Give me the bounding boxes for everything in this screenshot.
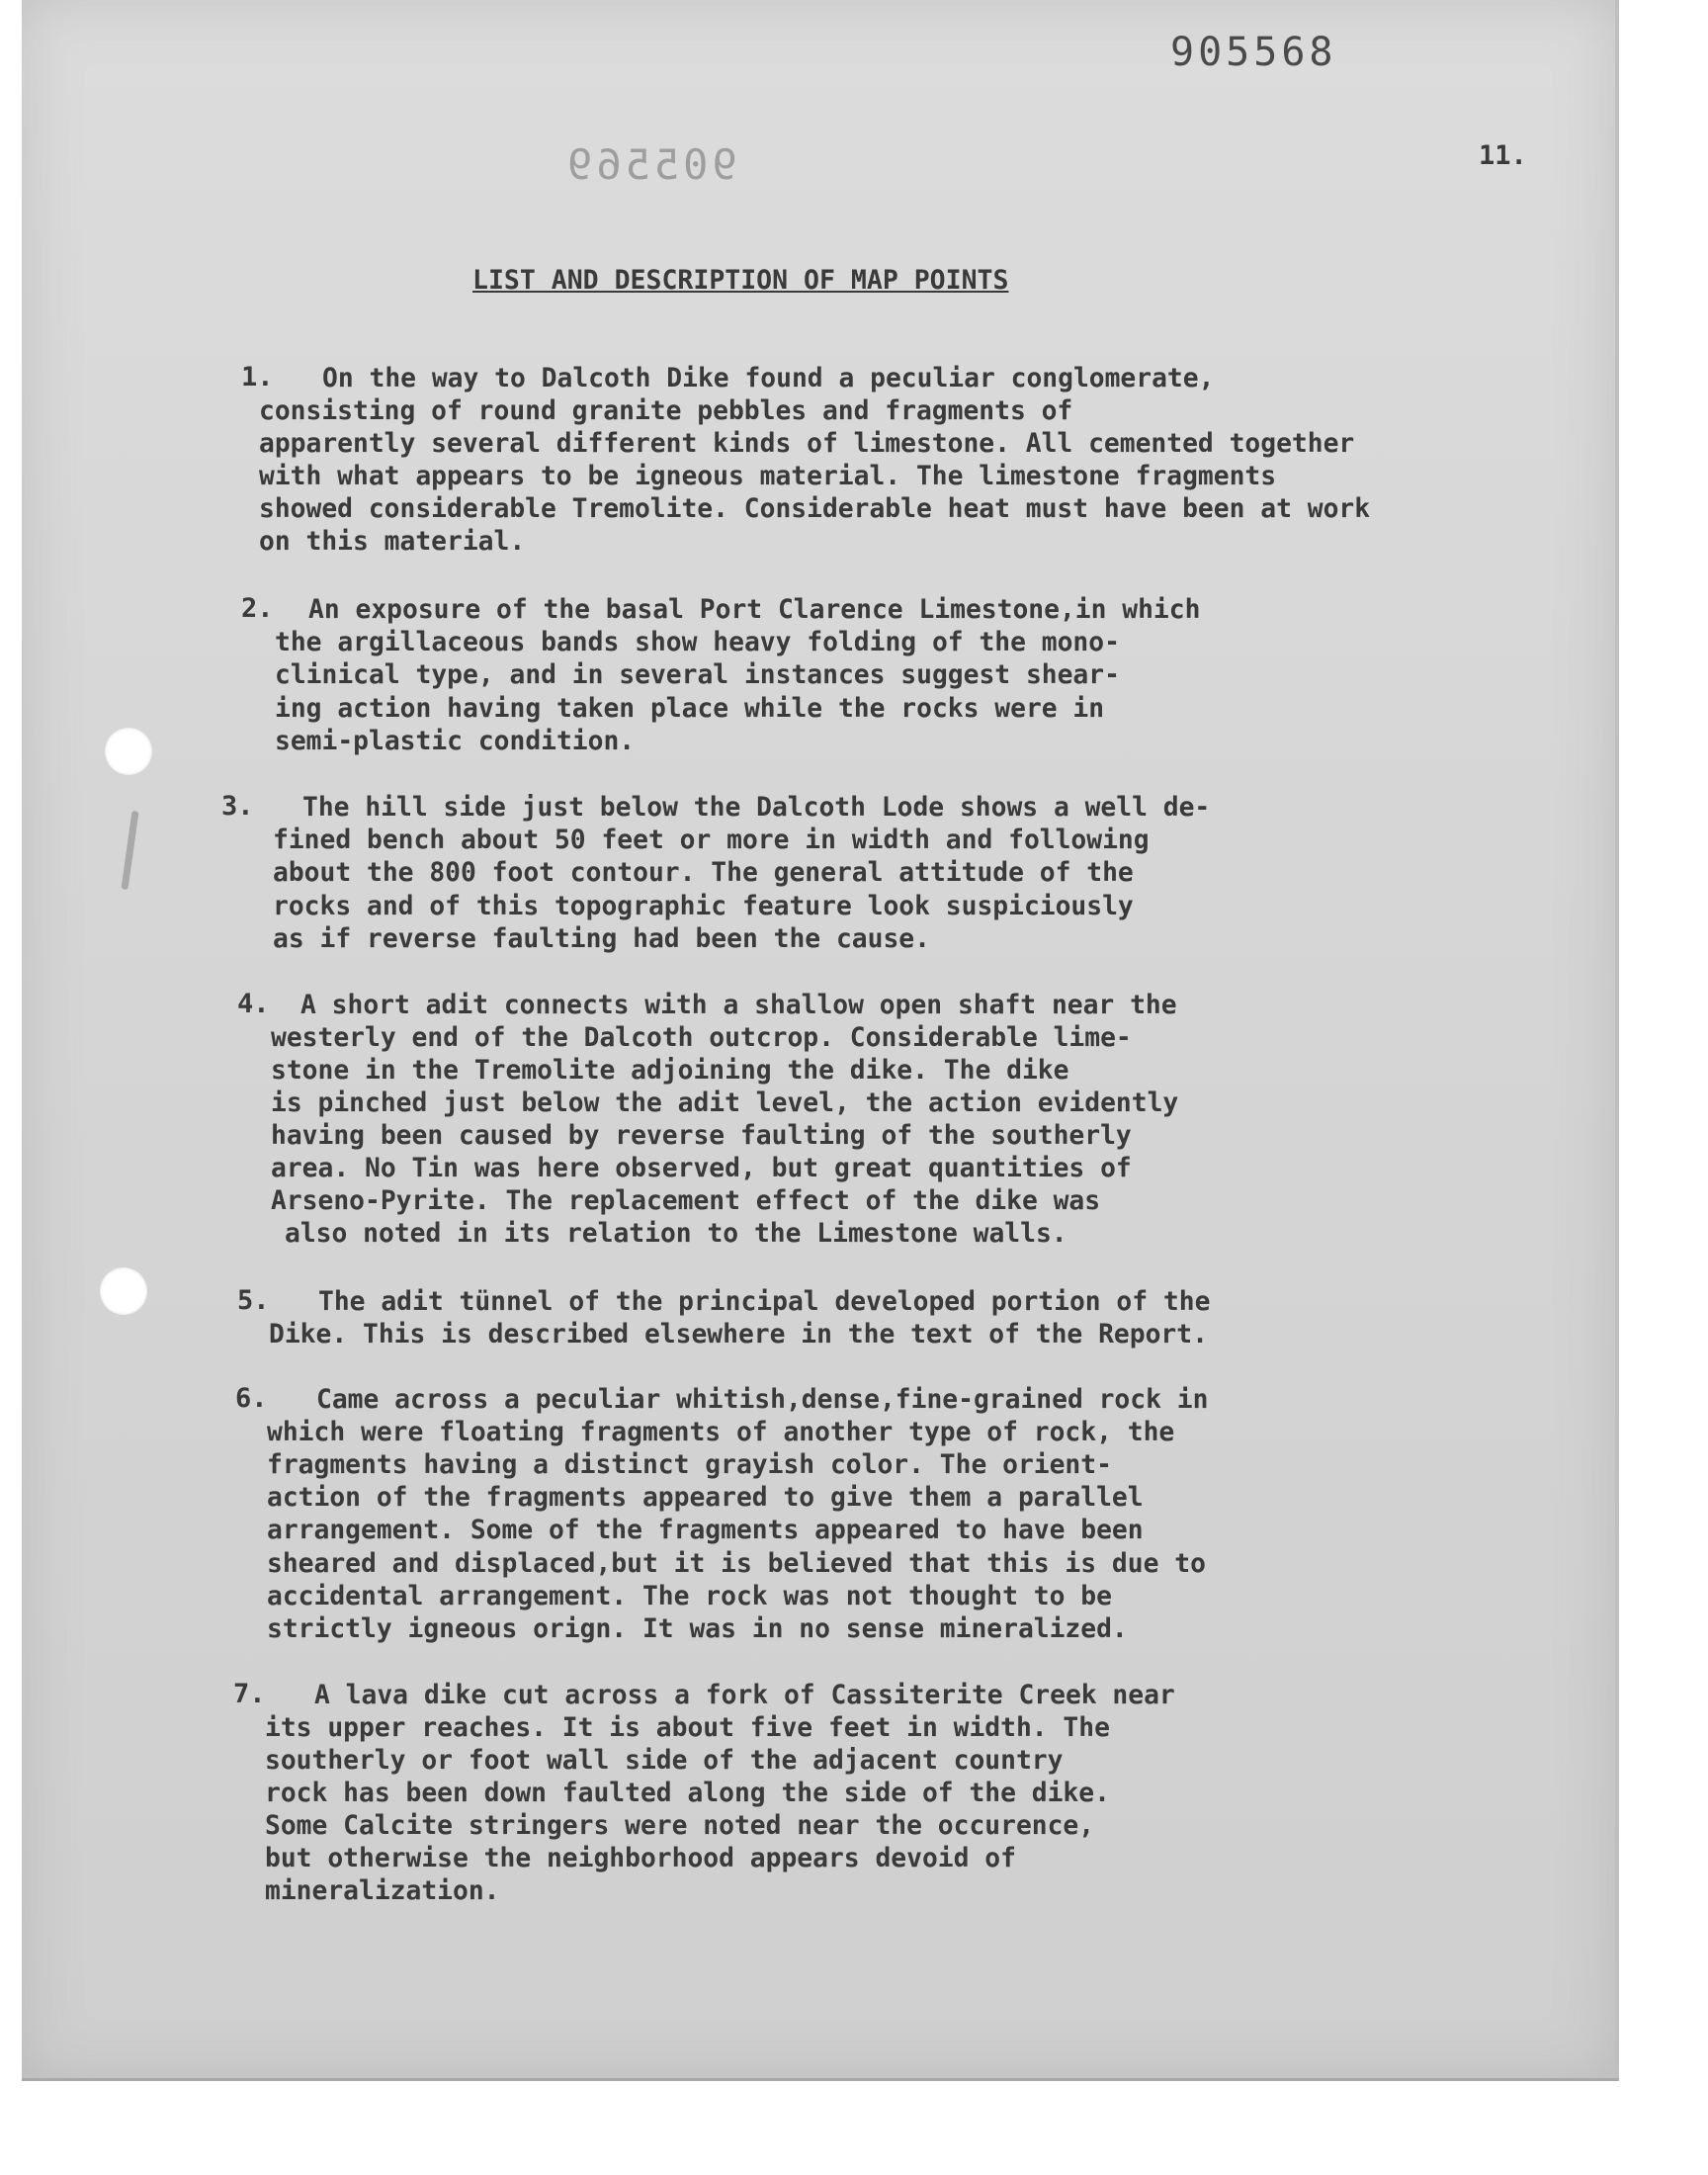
- item-line: fined bench about 50 feet or more in width and following: [273, 826, 1150, 855]
- item-line: but otherwise the neighborhood appears devoid of: [265, 1844, 1016, 1873]
- item-line: semi-plastic condition.: [275, 727, 636, 756]
- item-line: Dike. This is described elsewhere in the text of the Report.: [269, 1320, 1208, 1349]
- item-line: sheared and displaced,but it is believed that this is due to: [267, 1549, 1206, 1579]
- item-line: action of the fragments appeared to give them a parallel: [267, 1483, 1144, 1513]
- item-line: strictly igneous orign. It was in no sense mineralized.: [267, 1614, 1128, 1644]
- item-number: 1.: [241, 362, 274, 392]
- item-line: Arseno-Pyrite. The replacement effect of the dike was: [271, 1186, 1101, 1216]
- item-number: 3.: [221, 791, 254, 822]
- item-line: on this material.: [259, 527, 526, 557]
- item-line: arrangement. Some of the fragments appeared to have been: [267, 1516, 1144, 1545]
- item-line: rocks and of this topographic feature look suspiciously: [273, 892, 1134, 921]
- sheet-right-edge: [1615, 0, 1619, 2081]
- document-stamp-number: 905568: [1170, 30, 1337, 75]
- item-number: 6.: [235, 1383, 268, 1414]
- item-line: which were floating fragments of another type of rock, the: [267, 1418, 1175, 1447]
- item-line: consisting of round granite pebbles and fragments of: [259, 396, 1073, 426]
- item-line: also noted in its relation to the Limestone walls.: [285, 1219, 1068, 1249]
- item-line: apparently several different kinds of limestone. All cemented together: [259, 429, 1355, 459]
- item-line: An exposure of the basal Port Clarence Limestone,in which: [308, 595, 1201, 625]
- item-line: rock has been down faulted along the side of the dike.: [265, 1779, 1110, 1808]
- item-line: with what appears to be igneous material. The limestone fragments: [259, 462, 1277, 491]
- item-line: about the 800 foot contour. The general attitude of the: [273, 858, 1134, 888]
- item-number: 4.: [237, 989, 270, 1019]
- punch-hole-upper: [105, 728, 152, 775]
- item-line: showed considerable Tremolite. Considerable heat must have been at work: [259, 494, 1371, 524]
- item-line: A short adit connects with a shallow open shaft near the: [300, 991, 1177, 1020]
- document-stamp-ghost: 905569: [563, 140, 737, 189]
- item-line: westerly end of the Dalcoth outcrop. Considerable lime-: [271, 1023, 1132, 1053]
- item-line: stone in the Tremolite adjoining the dike. The dike: [271, 1056, 1069, 1086]
- item-line: fragments having a distinct grayish color. The orient-: [267, 1450, 1112, 1480]
- sheet-bottom-edge: [22, 2078, 1619, 2081]
- item-line: having been caused by reverse faulting of the southerly: [271, 1121, 1132, 1151]
- item-line: is pinched just below the adit level, the action evidently: [271, 1088, 1179, 1118]
- item-line: clinical type, and in several instances suggest shear-: [275, 660, 1120, 690]
- item-line: the argillaceous bands show heavy folding of the mono-: [275, 628, 1120, 657]
- punch-hole-lower: [100, 1267, 147, 1315]
- page-title: LIST AND DESCRIPTION OF MAP POINTS: [472, 265, 1009, 296]
- item-line: The hill side just below the Dalcoth Lode shows a well de-: [302, 793, 1211, 823]
- item-line: On the way to Dalcoth Dike found a peculiar conglomerate,: [322, 364, 1215, 393]
- item-line: ing action having taken place while the rocks were in: [275, 694, 1105, 724]
- page-number: 11.: [1479, 140, 1527, 171]
- item-line: area. No Tin was here observed, but great quantities of: [271, 1154, 1132, 1183]
- item-number: 7.: [233, 1679, 266, 1709]
- item-number: 2.: [241, 593, 274, 624]
- item-line: its upper reaches. It is about five feet in width. The: [265, 1713, 1110, 1743]
- item-line: accidental arrangement. The rock was not thought to be: [267, 1582, 1112, 1611]
- item-line: Some Calcite stringers were noted near the occurence,: [265, 1811, 1095, 1841]
- item-line: Came across a peculiar whitish,dense,fine-grained rock in: [316, 1385, 1209, 1415]
- item-line: mineralization.: [265, 1876, 500, 1906]
- item-line: as if reverse faulting had been the cause.: [273, 924, 930, 954]
- item-number: 5.: [237, 1285, 270, 1316]
- item-line: southerly or foot wall side of the adjacent country: [265, 1746, 1064, 1776]
- item-line: The adit tünnel of the principal developed portion of the: [318, 1287, 1211, 1317]
- item-line: A lava dike cut across a fork of Cassiterite Creek near: [314, 1681, 1175, 1710]
